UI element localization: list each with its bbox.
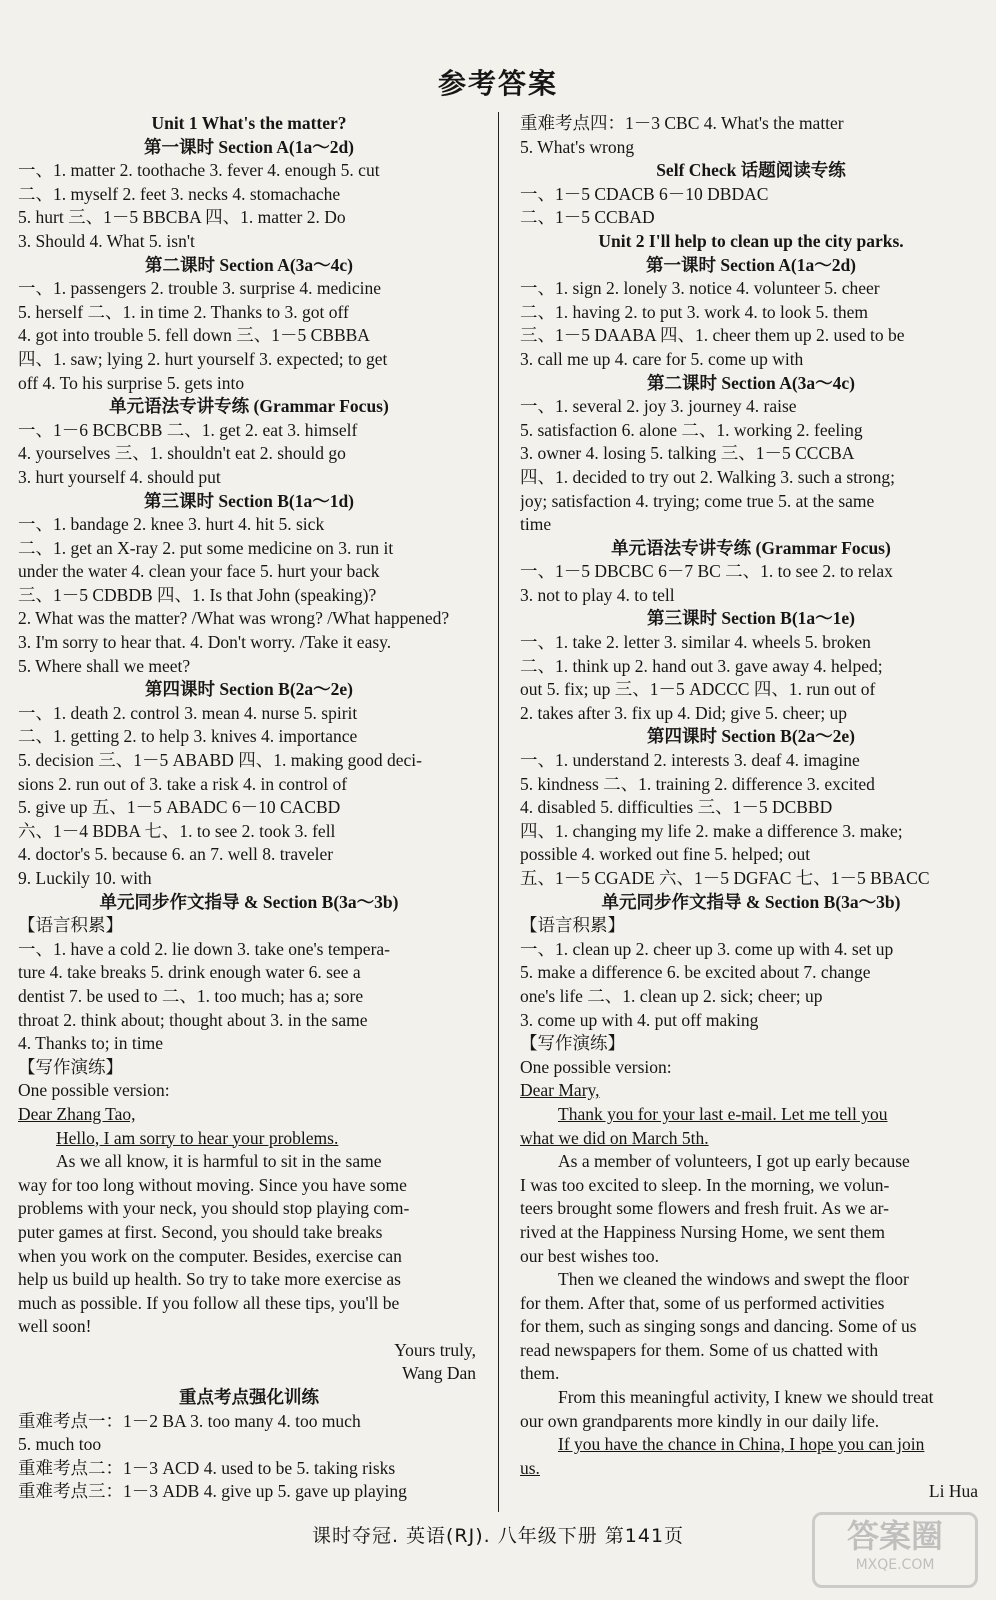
answer-line: 四、1. changing my life 2. make a difference 3. make; (520, 820, 903, 841)
answer-line: Self Check 话题阅读专练 (656, 160, 846, 181)
answer-line: 一、1. sign 2. lonely 3. notice 4. volunteer 5. cheer (520, 278, 880, 299)
answer-line: Wang Dan (402, 1363, 476, 1384)
answer-line: Yours truly, (394, 1339, 476, 1360)
answer-line: 三、1－5 DAABA 四、1. cheer them up 2. used to be (520, 325, 905, 346)
answer-line: 5. make a difference 6. be excited about 7. change (520, 962, 871, 983)
answer-line: out 5. fix; up 三、1－5 ADCCC 四、1. run out of (520, 679, 876, 700)
answer-line: 重难考点三：1－3 ADB 4. give up 5. gave up playing (18, 1481, 407, 1502)
answer-line: 3. hurt yourself 4. should put (18, 466, 221, 487)
answer-line: one's life 二、1. clean up 2. sick; cheer; up (520, 985, 823, 1006)
answer-line: 五、1－5 CGADE 六、1－5 DGFAC 七、1－5 BBACC (520, 868, 930, 888)
answer-line: Hello, I am sorry to hear your problems. (56, 1127, 339, 1148)
answer-line: 重难考点一：1－2 BA 3. too many 4. too much (18, 1410, 361, 1431)
answer-line: well soon! (18, 1316, 92, 1337)
answer-line: 二、1. having 2. to put 3. work 4. to look 5. them (520, 301, 869, 322)
answer-line: Thank you for your last e-mail. Let me tell you (558, 1103, 888, 1124)
answer-line: 一、1. several 2. joy 3. journey 4. raise (520, 396, 797, 417)
answer-line: 一、1. bandage 2. knee 3. hurt 4. hit 5. sick (18, 514, 325, 535)
answer-line: 二、1. getting 2. to help 3. knives 4. importance (18, 726, 358, 747)
answer-line: 3. call me up 4. care for 5. come up with (520, 348, 804, 369)
answer-line: 一、1. death 2. control 3. mean 4. nurse 5. spirit (18, 702, 358, 723)
answer-line: for them, such as singing songs and dancing. Some of us (520, 1316, 917, 1337)
answer-line: If you have the chance in China, I hope you can join (558, 1434, 925, 1455)
answer-line: 单元语法专讲专练 (Grammar Focus) (611, 537, 891, 558)
answer-line: 重点考点强化训练 (179, 1387, 319, 1408)
answer-line: 5. decision 三、1－5 ABABD 四、1. making good deci- (18, 750, 422, 771)
answer-line: help us build up health. So try to take more exercise as (18, 1269, 401, 1290)
answer-line: As a member of volunteers, I got up early because (558, 1151, 910, 1172)
answer-line: One possible version: (520, 1056, 672, 1077)
answer-line: 重难考点四：1－3 CBC 4. What's the matter (520, 113, 844, 133)
answer-line: 二、1. think up 2. hand out 3. gave away 4. helped; (520, 655, 883, 676)
answer-line: 第四课时 Section B(2a～2e) (646, 726, 856, 747)
answer-line: when you work on the computer. Besides, exercise can (18, 1245, 402, 1266)
answer-line: 二、1. get an X-ray 2. put some medicine on 3. run it (18, 537, 394, 558)
answer-line: 一、1. take 2. letter 3. similar 4. wheels 5. broken (520, 632, 871, 653)
answer-line: problems with your neck, you should stop playing com- (18, 1198, 410, 1219)
answer-line: what we did on March 5th. (520, 1127, 709, 1148)
answer-line: 【写作演练】 (18, 1056, 123, 1077)
answer-line: From this meaningful activity, I knew we should treat (558, 1387, 934, 1408)
answer-line: 5. kindness 二、1. training 2. difference 3. excited (520, 773, 875, 794)
answer-line: 5. hurt 三、1－5 BBCBA 四、1. matter 2. Do (18, 207, 346, 228)
answer-line: 4. Thanks to; in time (18, 1033, 164, 1054)
answer-line: read newspapers for them. Some of us chatted with (520, 1339, 879, 1360)
answer-line: Dear Zhang Tao, (18, 1103, 136, 1124)
answer-line: 第三课时 Section B(1a～1d) (144, 490, 354, 511)
answer-line: 一、1. matter 2. toothache 3. fever 4. enough 5. cut (18, 160, 380, 181)
column-divider (498, 112, 499, 1512)
answer-column-left (18, 112, 480, 1512)
answer-line: time (520, 514, 552, 535)
answer-line: 四、1. decided to try out 2. Walking 3. such a strong; (520, 466, 895, 487)
answer-line: 5. give up 五、1－5 ABADC 6－10 CACBD (18, 797, 341, 818)
answer-line: our best wishes too. (520, 1245, 660, 1266)
watermark-logo (812, 1512, 978, 1588)
answer-line: Unit 1 What's the matter? (151, 113, 347, 133)
answer-line: 5. satisfaction 6. alone 二、1. working 2. feeling (520, 419, 863, 440)
answer-line: Dear Mary, (520, 1080, 600, 1101)
answer-line: ture 4. take breaks 5. drink enough water 6. see a (18, 962, 361, 983)
answer-line: 一、1. understand 2. interests 3. deaf 4. imagine (520, 750, 860, 771)
answer-line: 一、1. have a cold 2. lie down 3. take one's tempera- (18, 938, 390, 959)
answer-line: I was too excited to sleep. In the morning, we volun- (520, 1174, 890, 1195)
answer-line: 4. got into trouble 5. fell down 三、1－5 CBBBA (18, 325, 370, 346)
answer-line: 3. owner 4. losing 5. talking 三、1－5 CCCBA (520, 443, 855, 464)
answer-line: 4. doctor's 5. because 6. an 7. well 8. traveler (18, 844, 334, 865)
answer-line: rived at the Happiness Nursing Home, we sent them (520, 1221, 885, 1242)
answer-line: 5. herself 二、1. in time 2. Thanks to 3. got off (18, 301, 349, 322)
answer-line: under the water 4. clean your face 5. hurt your back (18, 561, 380, 582)
answer-line: 单元同步作文指导 & Section B(3a～3b) (99, 891, 399, 912)
answer-line: 一、1－5 DBCBC 6－7 BC 二、1. to see 2. to relax (520, 561, 893, 582)
answer-line: for them. After that, some of us performed activities (520, 1292, 885, 1313)
answer-line: 【语言积累】 (520, 915, 625, 936)
page-title: 参考答案 (437, 67, 558, 100)
answer-line: much as possible. If you follow all these tips, you'll be (18, 1292, 400, 1313)
answer-line: throat 2. think about; thought about 3. in the same (18, 1009, 368, 1030)
answer-line: joy; satisfaction 4. trying; come true 5. at the same (520, 490, 875, 511)
answer-line: 第三课时 Section B(1a～1e) (646, 608, 856, 629)
watermark-url: MXQE.COM (855, 1557, 935, 1573)
answer-line: 单元同步作文指导 & Section B(3a～3b) (601, 891, 901, 912)
answer-line: 第一课时 Section A(1a～2d) (646, 254, 856, 275)
answer-line: 一、1－5 CDACB 6－10 DBDAC (520, 183, 769, 204)
answer-line: 3. not to play 4. to tell (520, 584, 675, 605)
answer-line: 二、1－5 CCBAD (520, 207, 655, 228)
answer-line: 4. yourselves 三、1. shouldn't eat 2. should go (18, 443, 346, 464)
answer-line: sions 2. run out of 3. take a risk 4. in control of (18, 773, 348, 794)
answer-line: 四、1. saw; lying 2. hurt yourself 3. expected; to get (18, 348, 388, 369)
answer-line: 一、1. passengers 2. trouble 3. surprise 4. medicine (18, 278, 382, 299)
answer-line: us. (520, 1457, 540, 1478)
answer-line: 5. much too (18, 1434, 102, 1455)
answer-line: possible 4. worked out fine 5. helped; out (520, 844, 811, 865)
answer-line: 【语言积累】 (18, 915, 123, 936)
answer-line: Unit 2 I'll help to clean up the city parks. (598, 230, 904, 251)
answer-column-right (520, 112, 982, 1512)
answer-line: As we all know, it is harmful to sit in the same (56, 1151, 382, 1172)
watermark-mark: 答案圈 (846, 1517, 943, 1555)
answer-line: 2. takes after 3. fix up 4. Did; give 5. cheer; up (520, 702, 848, 723)
answer-line: 3. I'm sorry to hear that. 4. Don't worry. /Take it easy. (18, 632, 392, 653)
answer-line: 3. come up with 4. put off making (520, 1009, 759, 1030)
answer-line: 六、1－4 BDBA 七、1. to see 2. took 3. fell (18, 820, 336, 841)
answer-line: 3. Should 4. What 5. isn't (18, 230, 195, 251)
answer-line: 2. What was the matter? /What was wrong? /What happened? (18, 608, 450, 629)
answer-line: 第二课时 Section A(3a～4c) (144, 254, 354, 275)
answer-line: puter games at first. Second, you should take breaks (18, 1221, 383, 1242)
answer-line: dentist 7. be used to 二、1. too much; has a; sore (18, 985, 364, 1006)
answer-line: 第二课时 Section A(3a～4c) (646, 372, 856, 393)
answer-line: our own grandparents more kindly in our daily life. (520, 1410, 880, 1431)
answer-line: 第四课时 Section B(2a～2e) (144, 679, 354, 700)
answer-line: 9. Luckily 10. with (18, 868, 152, 888)
answer-line: 4. disabled 5. difficulties 三、1－5 DCBBD (520, 797, 833, 818)
answer-line: 一、1－6 BCBCBB 二、1. get 2. eat 3. himself (18, 419, 358, 440)
answer-line: 三、1－5 CDBDB 四、1. Is that John (speaking)? (18, 584, 377, 605)
answer-line: 5. What's wrong (520, 136, 635, 157)
answer-line: Li Hua (928, 1481, 978, 1502)
answer-line: Then we cleaned the windows and swept the floor (558, 1269, 909, 1290)
answer-line: 5. Where shall we meet? (18, 655, 191, 676)
answer-line: 第一课时 Section A(1a～2d) (144, 136, 354, 157)
answer-line: One possible version: (18, 1080, 170, 1101)
page-footer: 课时夺冠. 英语(RJ). 八年级下册 第141页 (311, 1525, 685, 1547)
answer-line: 二、1. myself 2. feet 3. necks 4. stomachache (18, 183, 341, 204)
answer-line: them. (520, 1363, 560, 1384)
answer-line: teers brought some flowers and fresh fruit. As we ar- (520, 1198, 889, 1219)
answer-line: 一、1. clean up 2. cheer up 3. come up with 4. set up (520, 938, 894, 959)
answer-line: way for too long without moving. Since you have some (18, 1174, 407, 1195)
answer-line: 重难考点二：1－3 ACD 4. used to be 5. taking risks (18, 1457, 396, 1478)
answer-line: off 4. To his surprise 5. gets into (18, 372, 245, 393)
answer-line: 单元语法专讲专练 (Grammar Focus) (109, 396, 389, 417)
answer-line: 【写作演练】 (520, 1033, 625, 1054)
